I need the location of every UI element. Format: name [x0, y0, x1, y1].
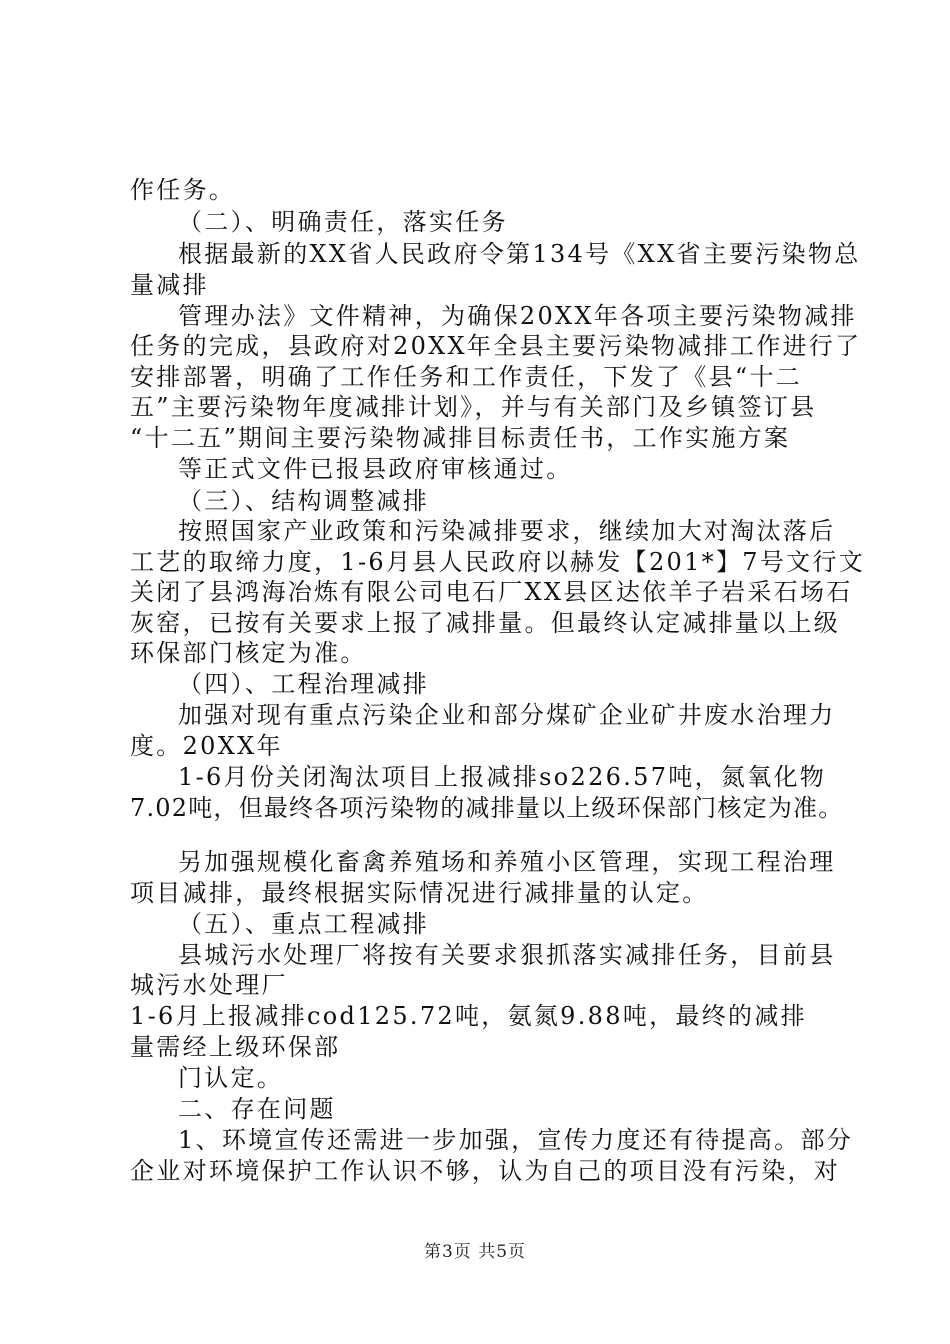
text-line: 度。20XX年: [130, 732, 283, 760]
text-line: “十二五”期间主要污染物减排目标责任书，工作实施方案: [130, 424, 791, 452]
text-line: 环保部门核定为准。: [130, 639, 367, 667]
text-line: 等正式文件已报县政府审核通过。: [178, 455, 573, 483]
text-line: 管理办法》文件精神，为确保20XX年各项主要污染物减排: [178, 302, 857, 330]
text-line: 量减排: [130, 271, 209, 299]
text-line: 另加强规模化畜禽养殖场和养殖小区管理，实现工程治理: [178, 848, 836, 876]
text-line: 门认定。: [178, 1064, 284, 1092]
text-line: 作任务。: [130, 176, 236, 204]
section-heading: （二）、明确责任，落实任务: [178, 208, 508, 236]
text-line: 企业对环境保护工作认识不够，认为自己的项目没有污染，对: [130, 1157, 841, 1185]
text-line: 县城污水处理厂将按有关要求狠抓落实减排任务，目前县: [178, 941, 836, 969]
text-line: 安排部署，明确了工作任务和工作责任，下发了《县“十二: [130, 363, 803, 391]
text-line: 7.02吨，但最终各项污染物的减排量以上级环保部门核定为准。: [130, 794, 844, 822]
text-line: 加强对现有重点污染企业和部分煤矿企业矿井废水治理力: [178, 701, 836, 729]
text-line: 工艺的取缔力度，1-6月县人民政府以赫发【201*】7号文行文: [130, 548, 866, 576]
page-footer: 第3页 共5页: [423, 1242, 527, 1262]
text-line: 任务的完成，县政府对20XX年全县主要污染物减排工作进行了: [130, 332, 862, 360]
text-line: 项目减排，最终根据实际情况进行减排量的认定。: [130, 879, 709, 907]
section-heading: （五）、重点工程减排: [178, 910, 429, 938]
text-line: 关闭了县鸿海冶炼有限公司电石厂XX县区达依羊子岩采石场石: [130, 578, 853, 606]
text-line: 1、环境宣传还需进一步加强，宣传力度还有待提高。部分: [178, 1126, 854, 1154]
section-heading: （四）、工程治理减排: [178, 670, 429, 698]
section-heading: （三）、结构调整减排: [178, 487, 429, 515]
text-line: 1-6月上报减排cod125.72吨，氨氮9.88吨，最终的减排: [130, 1002, 807, 1030]
text-line: 五”主要污染物年度减排计划》，并与有关部门及乡镇签订县: [130, 393, 817, 421]
text-line: 灰窑，已按有关要求上报了减排量。但最终认定减排量以上级: [130, 609, 841, 637]
text-line: 1-6月份关闭淘汰项目上报减排so226.57吨，氮氧化物: [178, 763, 827, 791]
text-line: 根据最新的XX省人民政府令第134号《XX省主要污染物总: [178, 240, 861, 268]
section-heading: 二、存在问题: [178, 1095, 336, 1123]
text-line: 城污水处理厂: [130, 971, 288, 999]
text-line: 按照国家产业政策和污染减排要求，继续加大对淘汰落后: [178, 517, 836, 545]
text-line: 量需经上级环保部: [130, 1033, 341, 1061]
